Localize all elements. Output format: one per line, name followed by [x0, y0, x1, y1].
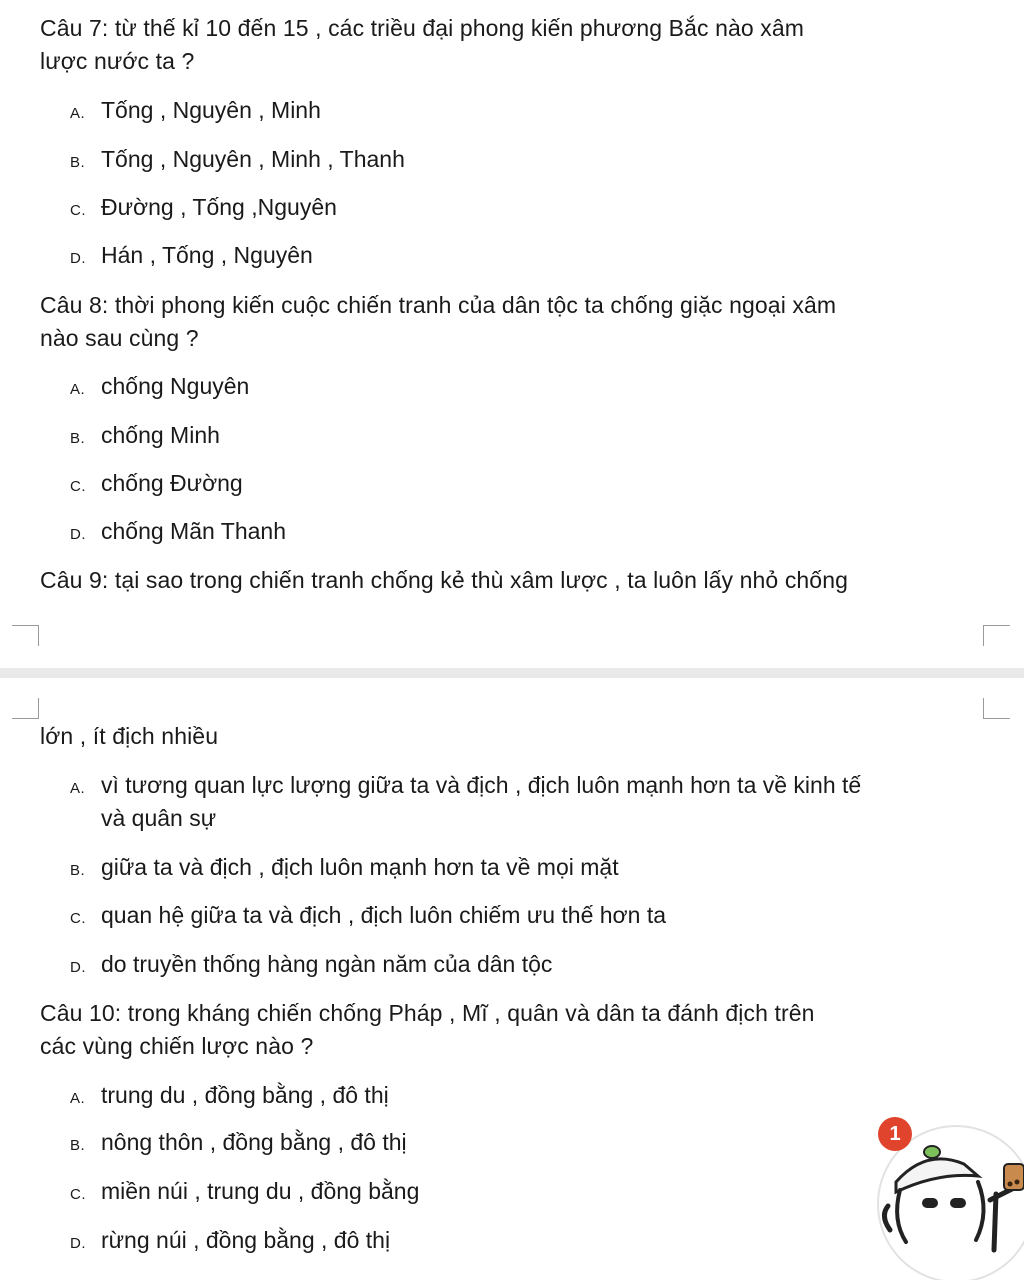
option-letter: C.: [70, 1186, 86, 1203]
boba-cup-icon: [1004, 1164, 1024, 1190]
question-7-option-c[interactable]: [70, 191, 990, 227]
option-text-line2: và quân sự: [101, 805, 217, 831]
question-8-option-c[interactable]: [70, 467, 990, 503]
question-7-stem-line2: lược nước ta ?: [40, 48, 195, 74]
page-corner-mark: [983, 625, 1010, 646]
option-letter: B.: [70, 1137, 86, 1154]
option-text: [101, 769, 981, 835]
option-letter: D.: [70, 250, 86, 267]
mascot-eye-icon: [922, 1198, 938, 1208]
page-corner-mark: [12, 625, 39, 646]
question-10-stem-line1: Câu 10: trong kháng chiến chống Pháp , Mĩ , quân và dân ta đánh địch trên: [40, 1000, 815, 1026]
question-10-option-a[interactable]: [70, 1079, 990, 1115]
question-8-option-b[interactable]: [70, 419, 990, 455]
question-8-option-d[interactable]: [70, 515, 990, 551]
mascot-eye-icon: [950, 1198, 966, 1208]
notification-badge: 1: [878, 1117, 912, 1151]
option-text: chống Minh: [101, 422, 220, 448]
option-text: rừng núi , đồng bằng , đô thị: [101, 1227, 391, 1253]
question-8-stem-line2: nào sau cùng ?: [40, 325, 199, 351]
question-9-option-b[interactable]: [70, 851, 990, 887]
option-text: giữa ta và địch , địch luôn mạnh hơn ta về mọi mặt: [101, 854, 619, 880]
option-letter: C.: [70, 478, 86, 495]
option-letter: A.: [70, 105, 86, 122]
question-9-option-a[interactable]: [70, 769, 990, 835]
option-text: miền núi , trung du , đồng bằng: [101, 1178, 420, 1204]
question-7-option-a[interactable]: [70, 94, 990, 130]
question-7-stem-line1: Câu 7: từ thế kỉ 10 đến 15 , các triều đại phong kiến phương Bắc nào xâm: [40, 15, 804, 41]
question-7-option-d[interactable]: [70, 239, 990, 275]
option-text-line1: vì tương quan lực lượng giữa ta và địch , địch luôn mạnh hơn ta về kinh tế: [101, 772, 862, 798]
page-corner-mark: [12, 698, 39, 719]
option-text: Tống , Nguyên , Minh , Thanh: [101, 146, 405, 172]
question-10-option-b[interactable]: [70, 1126, 990, 1162]
question-7-option-b[interactable]: [70, 143, 990, 179]
option-letter: A.: [70, 780, 86, 797]
option-text: nông thôn , đồng bằng , đô thị: [101, 1129, 407, 1155]
hat-badge-icon: [924, 1146, 940, 1158]
option-text: chống Đường: [101, 470, 243, 496]
page-break: [0, 668, 1024, 678]
option-letter: B.: [70, 430, 86, 447]
question-10-stem-line2: các vùng chiến lược nào ?: [40, 1033, 314, 1059]
option-text: Tống , Nguyên , Minh: [101, 97, 321, 123]
option-text: chống Mãn Thanh: [101, 518, 286, 544]
option-letter: B.: [70, 862, 86, 879]
question-9-option-d[interactable]: [70, 948, 990, 984]
option-text: chống Nguyên: [101, 373, 250, 399]
option-letter: C.: [70, 202, 86, 219]
option-letter: C.: [70, 910, 86, 927]
question-7-stem: [40, 12, 990, 78]
option-letter: A.: [70, 381, 86, 398]
option-letter: B.: [70, 154, 86, 171]
option-text: Hán , Tống , Nguyên: [101, 242, 313, 268]
question-10-option-c[interactable]: [70, 1175, 990, 1211]
question-8-stem-line1: Câu 8: thời phong kiến cuộc chiến tranh của dân tộc ta chống giặc ngoại xâm: [40, 292, 837, 318]
question-9-stem-line2: lớn , ít địch nhiều: [40, 723, 219, 749]
question-10-stem: [40, 997, 990, 1063]
option-text: quan hệ giữa ta và địch , địch luôn chiếm ưu thế hơn ta: [101, 902, 667, 928]
question-9-option-c[interactable]: [70, 899, 990, 935]
question-8-stem: [40, 289, 990, 355]
option-text: do truyền thống hàng ngàn năm của dân tộc: [101, 951, 553, 977]
option-letter: D.: [70, 959, 86, 976]
page-corner-mark: [983, 698, 1010, 719]
question-8-option-a[interactable]: [70, 370, 990, 406]
option-letter: D.: [70, 526, 86, 543]
question-9-stem-line1: Câu 9: tại sao trong chiến tranh chống kẻ thù xâm lược , ta luôn lấy nhỏ chống: [40, 567, 848, 593]
option-letter: A.: [70, 1090, 86, 1107]
option-text: Đường , Tống ,Nguyên: [101, 194, 337, 220]
option-text: trung du , đồng bằng , đô thị: [101, 1082, 389, 1108]
question-10-option-d[interactable]: [70, 1224, 990, 1260]
option-letter: D.: [70, 1235, 86, 1252]
